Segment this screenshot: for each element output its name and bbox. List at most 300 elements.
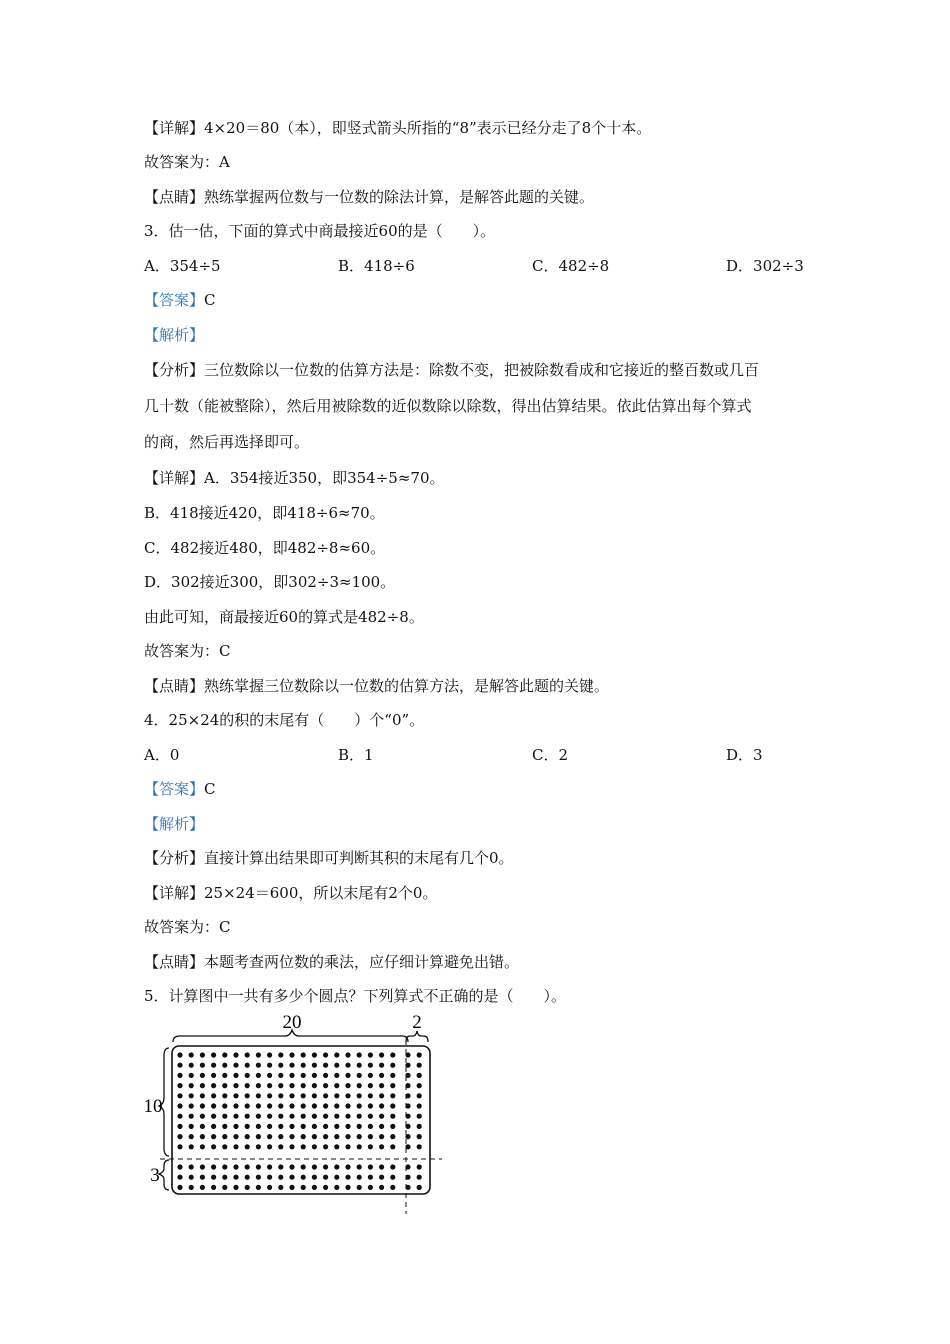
dot — [345, 1175, 350, 1180]
dot — [301, 1185, 306, 1190]
dot — [390, 1144, 395, 1149]
q4-detail: 【详解】25×24＝600，所以末尾有2个0。 — [144, 884, 438, 902]
dot-array-frame — [172, 1046, 430, 1194]
dot — [301, 1144, 306, 1149]
dot — [177, 1052, 182, 1057]
dot — [278, 1114, 283, 1119]
q4-analysis-tag: 【解析】 — [144, 815, 205, 833]
dot-grid — [177, 1052, 421, 1190]
dot — [211, 1103, 216, 1108]
dot — [334, 1052, 339, 1057]
dot — [267, 1103, 272, 1108]
dot — [189, 1114, 194, 1119]
dot — [417, 1114, 422, 1119]
dot — [405, 1063, 410, 1068]
dot — [368, 1144, 373, 1149]
dot — [245, 1073, 250, 1078]
dot — [245, 1052, 250, 1057]
dot — [379, 1063, 384, 1068]
dot — [301, 1073, 306, 1078]
dot — [245, 1124, 250, 1129]
dot — [312, 1093, 317, 1098]
dot — [177, 1175, 182, 1180]
dot — [323, 1134, 328, 1139]
dot — [245, 1114, 250, 1119]
dot — [334, 1164, 339, 1169]
dot — [289, 1052, 294, 1057]
dot — [245, 1144, 250, 1149]
dot — [256, 1185, 261, 1190]
dot — [334, 1063, 339, 1068]
dot — [323, 1144, 328, 1149]
dot — [267, 1164, 272, 1169]
dot — [368, 1134, 373, 1139]
dot — [379, 1144, 384, 1149]
dot — [200, 1185, 205, 1190]
dot — [267, 1185, 272, 1190]
label-3: 3 — [150, 1165, 160, 1186]
dot — [417, 1144, 422, 1149]
dot — [405, 1103, 410, 1108]
dot — [256, 1144, 261, 1149]
dot — [211, 1164, 216, 1169]
dot — [267, 1144, 272, 1149]
dot — [222, 1134, 227, 1139]
dot — [245, 1083, 250, 1088]
dot — [245, 1164, 250, 1169]
dot — [245, 1134, 250, 1139]
dot — [368, 1164, 373, 1169]
dot — [222, 1083, 227, 1088]
dot — [200, 1114, 205, 1119]
q3-detail-line: C．482接近480，即482÷8≈60。 — [144, 539, 386, 557]
dot — [368, 1124, 373, 1129]
label-10: 10 — [143, 1096, 163, 1117]
dot — [390, 1175, 395, 1180]
q3-answer — [144, 289, 216, 311]
q3-analysis-line: 的商，然后再选择即可。 — [144, 433, 310, 451]
dot — [200, 1103, 205, 1108]
dot — [357, 1083, 362, 1088]
dot — [357, 1164, 362, 1169]
dot — [334, 1083, 339, 1088]
dot — [289, 1185, 294, 1190]
dot — [200, 1063, 205, 1068]
dot — [312, 1124, 317, 1129]
dot — [233, 1175, 238, 1180]
dot — [177, 1103, 182, 1108]
dot — [267, 1063, 272, 1068]
dot — [189, 1175, 194, 1180]
q2-final-answer: 故答案为：A — [144, 153, 230, 171]
dot — [379, 1083, 384, 1088]
q3-analysis-line: 几十数（能被整除），然后用被除数的近似数除以除数，得出估算结果。依此估算出每个算式 — [144, 397, 752, 415]
dot — [390, 1185, 395, 1190]
dot — [368, 1083, 373, 1088]
dot — [222, 1114, 227, 1119]
dot — [222, 1093, 227, 1098]
dot — [312, 1073, 317, 1078]
dot — [256, 1083, 261, 1088]
dot — [334, 1114, 339, 1119]
dot — [256, 1063, 261, 1068]
dot — [211, 1052, 216, 1057]
dot — [278, 1164, 283, 1169]
dot — [312, 1144, 317, 1149]
dot — [405, 1175, 410, 1180]
dot — [334, 1144, 339, 1149]
dot — [177, 1185, 182, 1190]
dot — [334, 1175, 339, 1180]
dot — [312, 1103, 317, 1108]
dot — [189, 1093, 194, 1098]
dot — [301, 1063, 306, 1068]
q3-option-a: A．354÷5 — [144, 257, 221, 275]
dot — [334, 1093, 339, 1098]
dot — [379, 1175, 384, 1180]
dot — [357, 1124, 362, 1129]
dot — [222, 1103, 227, 1108]
dot — [245, 1103, 250, 1108]
dot — [289, 1175, 294, 1180]
dot — [312, 1052, 317, 1057]
dot — [390, 1093, 395, 1098]
dot — [312, 1114, 317, 1119]
dot — [289, 1144, 294, 1149]
dot — [289, 1063, 294, 1068]
dot — [278, 1103, 283, 1108]
dot — [405, 1083, 410, 1088]
dot — [312, 1063, 317, 1068]
dot — [405, 1124, 410, 1129]
dot — [379, 1114, 384, 1119]
dot — [189, 1083, 194, 1088]
dot — [256, 1175, 261, 1180]
dot — [177, 1063, 182, 1068]
dot — [390, 1063, 395, 1068]
q5-stem: 5．计算图中一共有多少个圆点？下列算式不正确的是（ ）。 — [144, 987, 567, 1005]
dot — [278, 1175, 283, 1180]
dot — [334, 1103, 339, 1108]
dot — [233, 1052, 238, 1057]
dot — [278, 1124, 283, 1129]
dot — [200, 1073, 205, 1078]
dot — [323, 1175, 328, 1180]
dot — [390, 1103, 395, 1108]
dot — [245, 1185, 250, 1190]
dot — [289, 1103, 294, 1108]
dot — [345, 1073, 350, 1078]
dot — [211, 1124, 216, 1129]
dot — [211, 1134, 216, 1139]
q3-detail-line: 【详解】A．354接近350，即354÷5≈70。 — [144, 469, 445, 487]
dot — [301, 1134, 306, 1139]
dot — [390, 1164, 395, 1169]
dot — [368, 1052, 373, 1057]
dot — [278, 1073, 283, 1078]
dot — [177, 1093, 182, 1098]
dot — [278, 1144, 283, 1149]
dot — [222, 1063, 227, 1068]
q3-option-c: C．482÷8 — [532, 257, 610, 275]
dot — [368, 1185, 373, 1190]
q3-option-b: B．418÷6 — [338, 257, 415, 275]
dot — [405, 1093, 410, 1098]
dot — [222, 1052, 227, 1057]
dot — [267, 1093, 272, 1098]
q2-detail: 【详解】4×20＝80（本），即竖式箭头所指的“8”表示已经分走了8个十本。 — [144, 119, 652, 137]
dot — [289, 1114, 294, 1119]
dot — [278, 1083, 283, 1088]
dot — [390, 1114, 395, 1119]
answer-value: C — [204, 780, 216, 798]
q4-final-answer: 故答案为：C — [144, 918, 231, 936]
q3-detail-line: 由此可知，商最接近60的算式是482÷8。 — [144, 608, 424, 626]
q3-detail-line: B．418接近420，即418÷6≈70。 — [144, 504, 385, 522]
dot — [345, 1114, 350, 1119]
dot — [417, 1185, 422, 1190]
dot — [256, 1052, 261, 1057]
dot — [357, 1175, 362, 1180]
dot — [301, 1093, 306, 1098]
dot — [301, 1124, 306, 1129]
dot — [417, 1083, 422, 1088]
dot — [334, 1073, 339, 1078]
dot — [323, 1185, 328, 1190]
dot — [200, 1175, 205, 1180]
q3-comment: 【点睛】熟练掌握三位数除以一位数的估算方法，是解答此题的关键。 — [144, 677, 610, 695]
dot — [289, 1093, 294, 1098]
q3-option-d: D．302÷3 — [726, 257, 804, 275]
dot — [177, 1114, 182, 1119]
dot — [357, 1134, 362, 1139]
dot — [189, 1063, 194, 1068]
dot — [417, 1093, 422, 1098]
dot — [417, 1124, 422, 1129]
dot — [379, 1134, 384, 1139]
dot — [200, 1124, 205, 1129]
dot — [211, 1063, 216, 1068]
dot — [278, 1093, 283, 1098]
dot — [379, 1093, 384, 1098]
dot — [417, 1134, 422, 1139]
dot — [211, 1185, 216, 1190]
dot — [211, 1083, 216, 1088]
dot — [417, 1052, 422, 1057]
dot — [301, 1164, 306, 1169]
dot — [379, 1052, 384, 1057]
dot — [323, 1093, 328, 1098]
dot — [301, 1083, 306, 1088]
dot — [222, 1185, 227, 1190]
dot — [368, 1175, 373, 1180]
dot — [233, 1134, 238, 1139]
dot — [256, 1124, 261, 1129]
dot — [379, 1185, 384, 1190]
dot — [334, 1134, 339, 1139]
dot — [189, 1124, 194, 1129]
dot — [245, 1063, 250, 1068]
dot — [256, 1114, 261, 1119]
dot — [357, 1103, 362, 1108]
dot — [301, 1052, 306, 1057]
q4-option-d: D．3 — [726, 746, 763, 764]
q2-comment: 【点睛】熟练掌握两位数与一位数的除法计算，是解答此题的关键。 — [144, 188, 595, 206]
dot — [405, 1185, 410, 1190]
dot — [211, 1114, 216, 1119]
dot — [233, 1144, 238, 1149]
dot — [233, 1073, 238, 1078]
dot — [278, 1134, 283, 1139]
brace-left-bottom — [159, 1160, 169, 1190]
dot — [345, 1052, 350, 1057]
dot — [323, 1103, 328, 1108]
dot — [379, 1164, 384, 1169]
q3-detail-line: D．302接近300，即302÷3≈100。 — [144, 573, 396, 591]
dot — [323, 1114, 328, 1119]
dot — [222, 1124, 227, 1129]
dot — [278, 1063, 283, 1068]
dot — [390, 1052, 395, 1057]
dot — [189, 1185, 194, 1190]
q4-option-c: C．2 — [532, 746, 569, 764]
dot — [289, 1073, 294, 1078]
dot — [405, 1144, 410, 1149]
dot — [189, 1134, 194, 1139]
dot — [405, 1073, 410, 1078]
dot — [345, 1164, 350, 1169]
dot — [379, 1124, 384, 1129]
dot — [256, 1134, 261, 1139]
q4-comment: 【点睛】本题考查两位数的乘法，应仔细计算避免出错。 — [144, 953, 520, 971]
dot — [357, 1093, 362, 1098]
dot — [345, 1093, 350, 1098]
dot — [334, 1124, 339, 1129]
dot — [312, 1134, 317, 1139]
dot — [345, 1134, 350, 1139]
dot — [233, 1063, 238, 1068]
dot — [357, 1185, 362, 1190]
dot — [200, 1052, 205, 1057]
dot — [417, 1175, 422, 1180]
dot — [405, 1134, 410, 1139]
dot — [390, 1083, 395, 1088]
dot — [267, 1073, 272, 1078]
dot — [222, 1164, 227, 1169]
dot — [289, 1134, 294, 1139]
dot — [323, 1052, 328, 1057]
dot — [233, 1093, 238, 1098]
dot — [177, 1083, 182, 1088]
dot — [345, 1144, 350, 1149]
dot — [177, 1164, 182, 1169]
dot — [323, 1124, 328, 1129]
dot — [417, 1063, 422, 1068]
dot — [211, 1073, 216, 1078]
dot — [312, 1175, 317, 1180]
dot — [289, 1164, 294, 1169]
dot — [289, 1124, 294, 1129]
dot — [357, 1073, 362, 1078]
dot — [233, 1185, 238, 1190]
dot — [211, 1144, 216, 1149]
answer-value: C — [204, 291, 216, 309]
dot — [368, 1103, 373, 1108]
answer-tag: 【答案】 — [144, 291, 205, 309]
dot — [345, 1185, 350, 1190]
dot — [256, 1164, 261, 1169]
dot — [233, 1114, 238, 1119]
dot — [233, 1124, 238, 1129]
q4-stem: 4．25×24的积的末尾有（ ）个“0”。 — [144, 711, 425, 729]
dot — [177, 1124, 182, 1129]
dot — [405, 1052, 410, 1057]
dot — [405, 1114, 410, 1119]
dot — [222, 1073, 227, 1078]
dot — [189, 1052, 194, 1057]
dot — [323, 1083, 328, 1088]
dot — [245, 1093, 250, 1098]
dot — [417, 1164, 422, 1169]
dot — [211, 1093, 216, 1098]
dot — [390, 1124, 395, 1129]
dot — [334, 1185, 339, 1190]
dot — [312, 1185, 317, 1190]
dot — [267, 1052, 272, 1057]
dot — [177, 1073, 182, 1078]
dot — [379, 1103, 384, 1108]
label-2: 2 — [412, 1014, 422, 1033]
dot — [390, 1134, 395, 1139]
dot — [301, 1114, 306, 1119]
dot — [256, 1093, 261, 1098]
dot — [233, 1103, 238, 1108]
dot — [200, 1083, 205, 1088]
label-20: 20 — [282, 1014, 302, 1033]
q3-final-answer: 故答案为：C — [144, 642, 231, 660]
dot — [301, 1175, 306, 1180]
dot — [368, 1093, 373, 1098]
dot — [200, 1093, 205, 1098]
dot — [379, 1073, 384, 1078]
dot — [233, 1083, 238, 1088]
dot — [189, 1164, 194, 1169]
dot — [211, 1175, 216, 1180]
dot — [323, 1063, 328, 1068]
dot — [345, 1063, 350, 1068]
dot — [312, 1164, 317, 1169]
dot — [222, 1144, 227, 1149]
dot — [405, 1164, 410, 1169]
dot — [368, 1063, 373, 1068]
dot — [357, 1114, 362, 1119]
dot — [345, 1083, 350, 1088]
dot — [278, 1185, 283, 1190]
dot — [177, 1134, 182, 1139]
dot — [289, 1083, 294, 1088]
dot — [345, 1103, 350, 1108]
dot — [357, 1063, 362, 1068]
dot — [267, 1134, 272, 1139]
answer-tag: 【答案】 — [144, 780, 205, 798]
dot — [323, 1073, 328, 1078]
dot — [417, 1103, 422, 1108]
dot-array-figure — [140, 1014, 450, 1219]
dot — [189, 1073, 194, 1078]
q3-analysis-line: 【分析】三位数除以一位数的估算方法是：除数不变，把被除数看成和它接近的整百数或几百 — [144, 361, 760, 379]
dot — [301, 1103, 306, 1108]
dot — [357, 1144, 362, 1149]
